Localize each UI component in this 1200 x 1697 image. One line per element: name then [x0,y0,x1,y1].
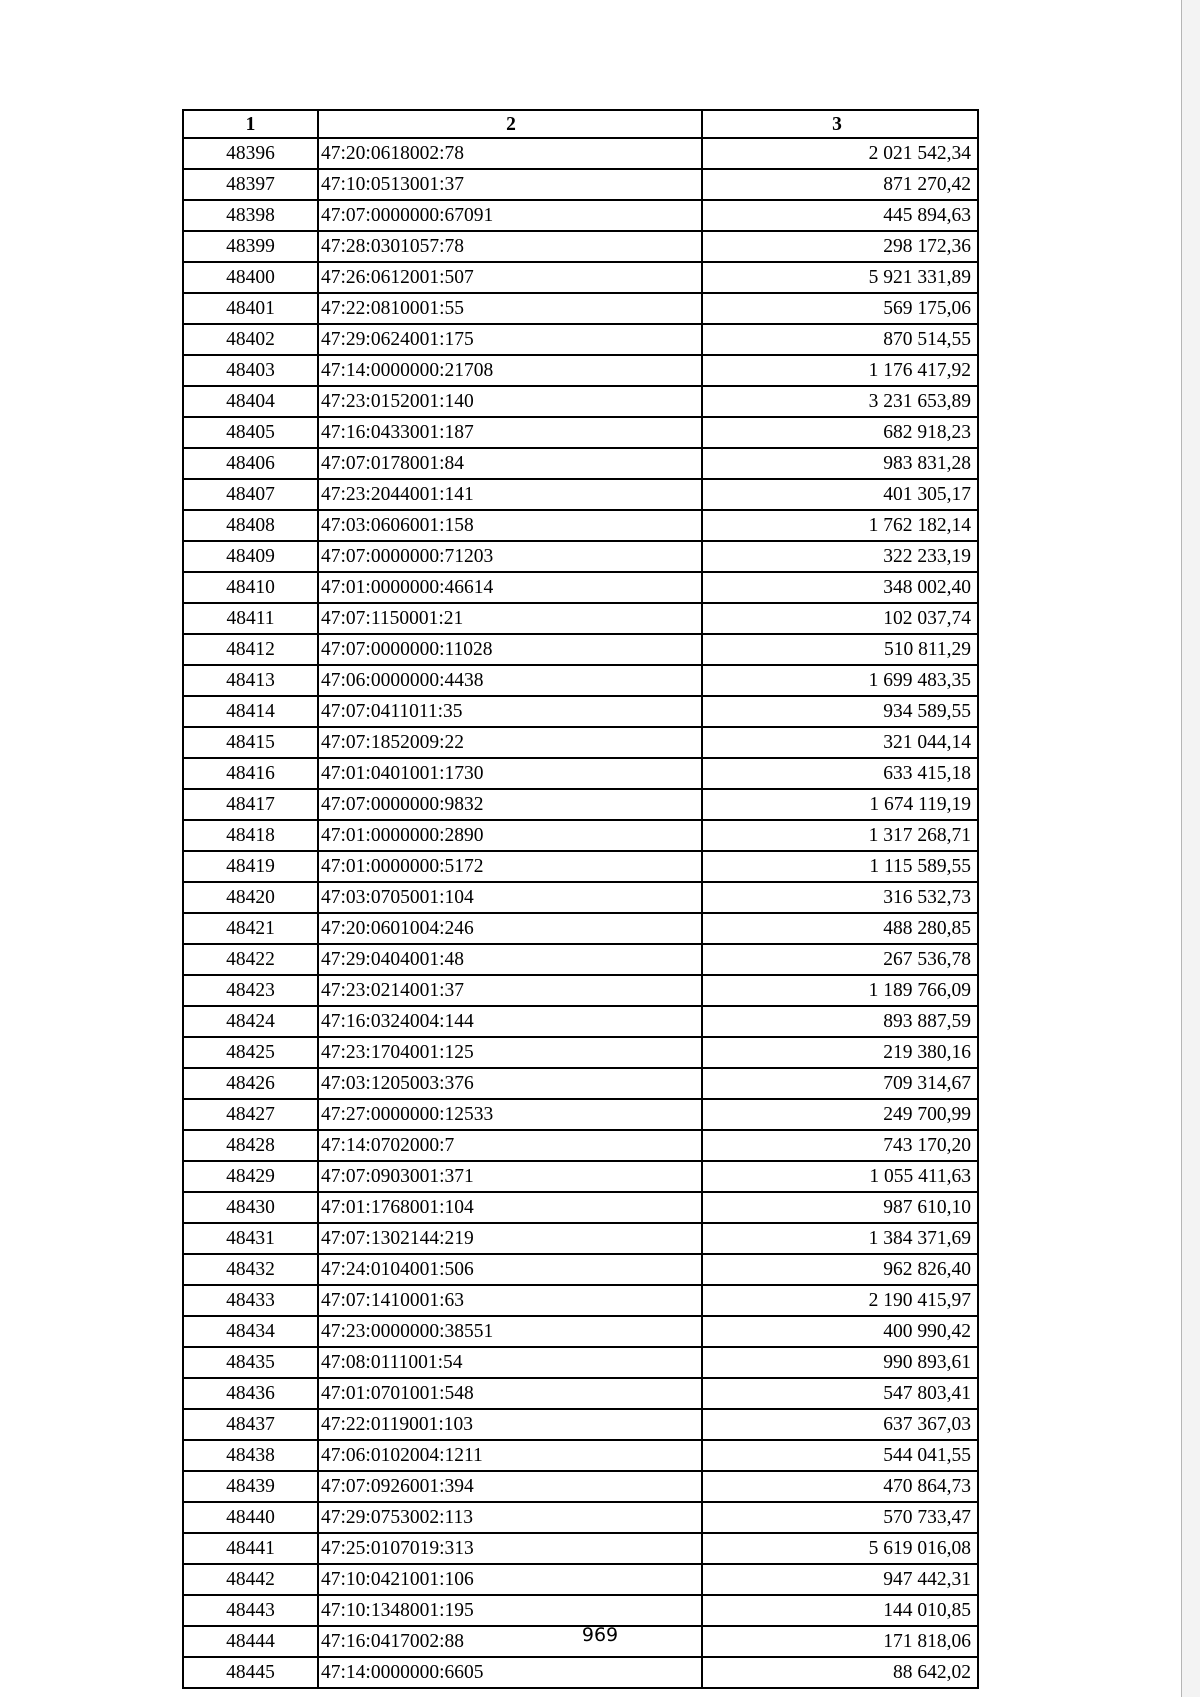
table-row [183,1378,978,1409]
cadastral-number-cell: 47:01:0401001:1730 [318,758,702,789]
value-cell: 3 231 653,89 [702,386,978,417]
cadastral-number-cell: 47:27:0000000:12533 [318,1099,702,1130]
row-number-cell: 48401 [183,293,318,324]
cadastral-number-cell: 47:06:0102004:1211 [318,1440,702,1471]
cadastral-number-cell: 47:16:0433001:187 [318,417,702,448]
value-cell: 870 514,55 [702,324,978,355]
value-cell: 267 536,78 [702,944,978,975]
value-cell: 322 233,19 [702,541,978,572]
table-row [183,1533,978,1564]
value-cell: 990 893,61 [702,1347,978,1378]
cadastral-number-cell: 47:01:0000000:2890 [318,820,702,851]
cadastral-number-cell: 47:07:0000000:9832 [318,789,702,820]
value-cell: 893 887,59 [702,1006,978,1037]
row-number-cell: 48411 [183,603,318,634]
cadastral-number-cell: 47:16:0417002:88 [318,1626,702,1657]
row-number-cell: 48398 [183,200,318,231]
value-cell: 709 314,67 [702,1068,978,1099]
table-row [183,262,978,293]
row-number-cell: 48436 [183,1378,318,1409]
page-number: 969 [581,1624,619,1646]
table-row [183,913,978,944]
column-header-2: 2 [318,110,702,138]
cadastral-number-cell: 47:20:0618002:78 [318,138,702,169]
row-number-cell: 48433 [183,1285,318,1316]
table-row [183,1285,978,1316]
cadastral-number-cell: 47:07:1410001:63 [318,1285,702,1316]
row-number-cell: 48420 [183,882,318,913]
row-number-cell: 48445 [183,1657,318,1688]
value-cell: 400 990,42 [702,1316,978,1347]
cadastral-number-cell: 47:23:0214001:37 [318,975,702,1006]
cadastral-number-cell: 47:07:0000000:67091 [318,200,702,231]
cadastral-number-cell: 47:07:0178001:84 [318,448,702,479]
row-number-cell: 48443 [183,1595,318,1626]
cadastral-number-cell: 47:22:0119001:103 [318,1409,702,1440]
cadastral-number-cell: 47:23:0152001:140 [318,386,702,417]
table-row [183,541,978,572]
row-number-cell: 48432 [183,1254,318,1285]
cadastral-number-cell: 47:24:0104001:506 [318,1254,702,1285]
value-cell: 547 803,41 [702,1378,978,1409]
table-row [183,882,978,913]
row-number-cell: 48402 [183,324,318,355]
table-row [183,1068,978,1099]
cadastral-number-cell: 47:14:0000000:6605 [318,1657,702,1688]
value-cell: 401 305,17 [702,479,978,510]
cadastral-number-cell: 47:01:0701001:548 [318,1378,702,1409]
row-number-cell: 48414 [183,696,318,727]
row-number-cell: 48423 [183,975,318,1006]
cadastral-number-cell: 47:01:1768001:104 [318,1192,702,1223]
value-cell: 102 037,74 [702,603,978,634]
value-cell: 249 700,99 [702,1099,978,1130]
cadastral-number-cell: 47:23:0000000:38551 [318,1316,702,1347]
row-number-cell: 48405 [183,417,318,448]
cadastral-number-cell: 47:29:0404001:48 [318,944,702,975]
row-number-cell: 48440 [183,1502,318,1533]
cadastral-number-cell: 47:25:0107019:313 [318,1533,702,1564]
row-number-cell: 48431 [183,1223,318,1254]
table-row [183,696,978,727]
table-row [183,355,978,386]
cadastral-number-cell: 47:22:0810001:55 [318,293,702,324]
value-cell: 316 532,73 [702,882,978,913]
value-cell: 682 918,23 [702,417,978,448]
cadastral-number-cell: 47:10:1348001:195 [318,1595,702,1626]
value-cell: 219 380,16 [702,1037,978,1068]
value-cell: 1 384 371,69 [702,1223,978,1254]
table-row [183,138,978,169]
cadastral-number-cell: 47:07:1852009:22 [318,727,702,758]
table-header-row [183,110,978,138]
cadastral-number-cell: 47:14:0702000:7 [318,1130,702,1161]
value-cell: 88 642,02 [702,1657,978,1688]
row-number-cell: 48422 [183,944,318,975]
row-number-cell: 48434 [183,1316,318,1347]
table-row [183,572,978,603]
table-row [183,944,978,975]
table-row [183,417,978,448]
value-cell: 470 864,73 [702,1471,978,1502]
row-number-cell: 48429 [183,1161,318,1192]
column-header-3: 3 [702,110,978,138]
cadastral-number-cell: 47:07:0411011:35 [318,696,702,727]
table-row [183,1223,978,1254]
table-row [183,603,978,634]
row-number-cell: 48417 [183,789,318,820]
cadastral-number-cell: 47:28:0301057:78 [318,231,702,262]
row-number-cell: 48444 [183,1626,318,1657]
row-number-cell: 48407 [183,479,318,510]
table-row [183,1161,978,1192]
value-cell: 544 041,55 [702,1440,978,1471]
table-row [183,1502,978,1533]
row-number-cell: 48412 [183,634,318,665]
page-edge [1181,0,1200,1697]
row-number-cell: 48437 [183,1409,318,1440]
table-row [183,820,978,851]
value-cell: 1 674 119,19 [702,789,978,820]
cadastral-number-cell: 47:20:0601004:246 [318,913,702,944]
cadastral-number-cell: 47:07:0000000:71203 [318,541,702,572]
cadastral-number-cell: 47:14:0000000:21708 [318,355,702,386]
cadastral-number-cell: 47:16:0324004:144 [318,1006,702,1037]
value-cell: 2 021 542,34 [702,138,978,169]
cadastral-number-cell: 47:01:0000000:46614 [318,572,702,603]
cadastral-number-cell: 47:06:0000000:4438 [318,665,702,696]
value-cell: 298 172,36 [702,231,978,262]
table-row [183,479,978,510]
table-row [183,324,978,355]
row-number-cell: 48427 [183,1099,318,1130]
table-row [183,1440,978,1471]
value-cell: 1 699 483,35 [702,665,978,696]
value-cell: 1 115 589,55 [702,851,978,882]
cadastral-number-cell: 47:03:0705001:104 [318,882,702,913]
value-cell: 510 811,29 [702,634,978,665]
cadastral-number-cell: 47:23:1704001:125 [318,1037,702,1068]
table-row [183,665,978,696]
value-cell: 871 270,42 [702,169,978,200]
table-row [183,1471,978,1502]
cadastral-number-cell: 47:03:1205003:376 [318,1068,702,1099]
value-cell: 1 762 182,14 [702,510,978,541]
value-cell: 570 733,47 [702,1502,978,1533]
table-row [183,1099,978,1130]
column-header-1: 1 [183,110,318,138]
cadastral-number-cell: 47:07:1150001:21 [318,603,702,634]
value-cell: 445 894,63 [702,200,978,231]
data-table [182,109,979,1689]
value-cell: 321 044,14 [702,727,978,758]
table-row [183,1564,978,1595]
row-number-cell: 48415 [183,727,318,758]
table-row [183,1657,978,1688]
table-row [183,1006,978,1037]
row-number-cell: 48409 [183,541,318,572]
table-row [183,169,978,200]
row-number-cell: 48441 [183,1533,318,1564]
cadastral-number-cell: 47:10:0421001:106 [318,1564,702,1595]
row-number-cell: 48430 [183,1192,318,1223]
cadastral-number-cell: 47:29:0624001:175 [318,324,702,355]
table-row [183,634,978,665]
row-number-cell: 48416 [183,758,318,789]
value-cell: 1 189 766,09 [702,975,978,1006]
row-number-cell: 48435 [183,1347,318,1378]
row-number-cell: 48421 [183,913,318,944]
table-row [183,1192,978,1223]
table-row [183,1037,978,1068]
table-row [183,1130,978,1161]
table-row [183,975,978,1006]
row-number-cell: 48442 [183,1564,318,1595]
cadastral-number-cell: 47:26:0612001:507 [318,262,702,293]
value-cell: 743 170,20 [702,1130,978,1161]
table-row [183,1254,978,1285]
row-number-cell: 48439 [183,1471,318,1502]
value-cell: 569 175,06 [702,293,978,324]
table-row [183,851,978,882]
row-number-cell: 48410 [183,572,318,603]
row-number-cell: 48426 [183,1068,318,1099]
value-cell: 987 610,10 [702,1192,978,1223]
cadastral-number-cell: 47:07:1302144:219 [318,1223,702,1254]
cadastral-number-cell: 47:10:0513001:37 [318,169,702,200]
table-row [183,789,978,820]
value-cell: 5 921 331,89 [702,262,978,293]
row-number-cell: 48438 [183,1440,318,1471]
cadastral-number-cell: 47:03:0606001:158 [318,510,702,541]
value-cell: 348 002,40 [702,572,978,603]
row-number-cell: 48404 [183,386,318,417]
table-row [183,448,978,479]
table-row [183,510,978,541]
row-number-cell: 48403 [183,355,318,386]
value-cell: 962 826,40 [702,1254,978,1285]
value-cell: 934 589,55 [702,696,978,727]
value-cell: 171 818,06 [702,1626,978,1657]
cadastral-number-cell: 47:08:0111001:54 [318,1347,702,1378]
table-row [183,386,978,417]
table-row [183,1347,978,1378]
value-cell: 144 010,85 [702,1595,978,1626]
row-number-cell: 48418 [183,820,318,851]
row-number-cell: 48424 [183,1006,318,1037]
cadastral-number-cell: 47:29:0753002:113 [318,1502,702,1533]
cadastral-number-cell: 47:07:0000000:11028 [318,634,702,665]
cadastral-number-cell: 47:07:0926001:394 [318,1471,702,1502]
cadastral-number-cell: 47:07:0903001:371 [318,1161,702,1192]
table-row [183,200,978,231]
row-number-cell: 48413 [183,665,318,696]
cadastral-number-cell: 47:23:2044001:141 [318,479,702,510]
value-cell: 1 055 411,63 [702,1161,978,1192]
value-cell: 2 190 415,97 [702,1285,978,1316]
value-cell: 488 280,85 [702,913,978,944]
table-row [183,1316,978,1347]
row-number-cell: 48425 [183,1037,318,1068]
row-number-cell: 48396 [183,138,318,169]
value-cell: 5 619 016,08 [702,1533,978,1564]
table-row [183,231,978,262]
row-number-cell: 48406 [183,448,318,479]
value-cell: 637 367,03 [702,1409,978,1440]
value-cell: 983 831,28 [702,448,978,479]
cadastral-number-cell: 47:01:0000000:5172 [318,851,702,882]
row-number-cell: 48397 [183,169,318,200]
value-cell: 633 415,18 [702,758,978,789]
row-number-cell: 48419 [183,851,318,882]
row-number-cell: 48400 [183,262,318,293]
table-row [183,727,978,758]
table-row [183,1409,978,1440]
row-number-cell: 48408 [183,510,318,541]
table-row [183,1595,978,1626]
row-number-cell: 48399 [183,231,318,262]
table-row [183,293,978,324]
table-body [183,138,978,1688]
table-row [183,758,978,789]
value-cell: 1 176 417,92 [702,355,978,386]
value-cell: 1 317 268,71 [702,820,978,851]
row-number-cell: 48428 [183,1130,318,1161]
value-cell: 947 442,31 [702,1564,978,1595]
